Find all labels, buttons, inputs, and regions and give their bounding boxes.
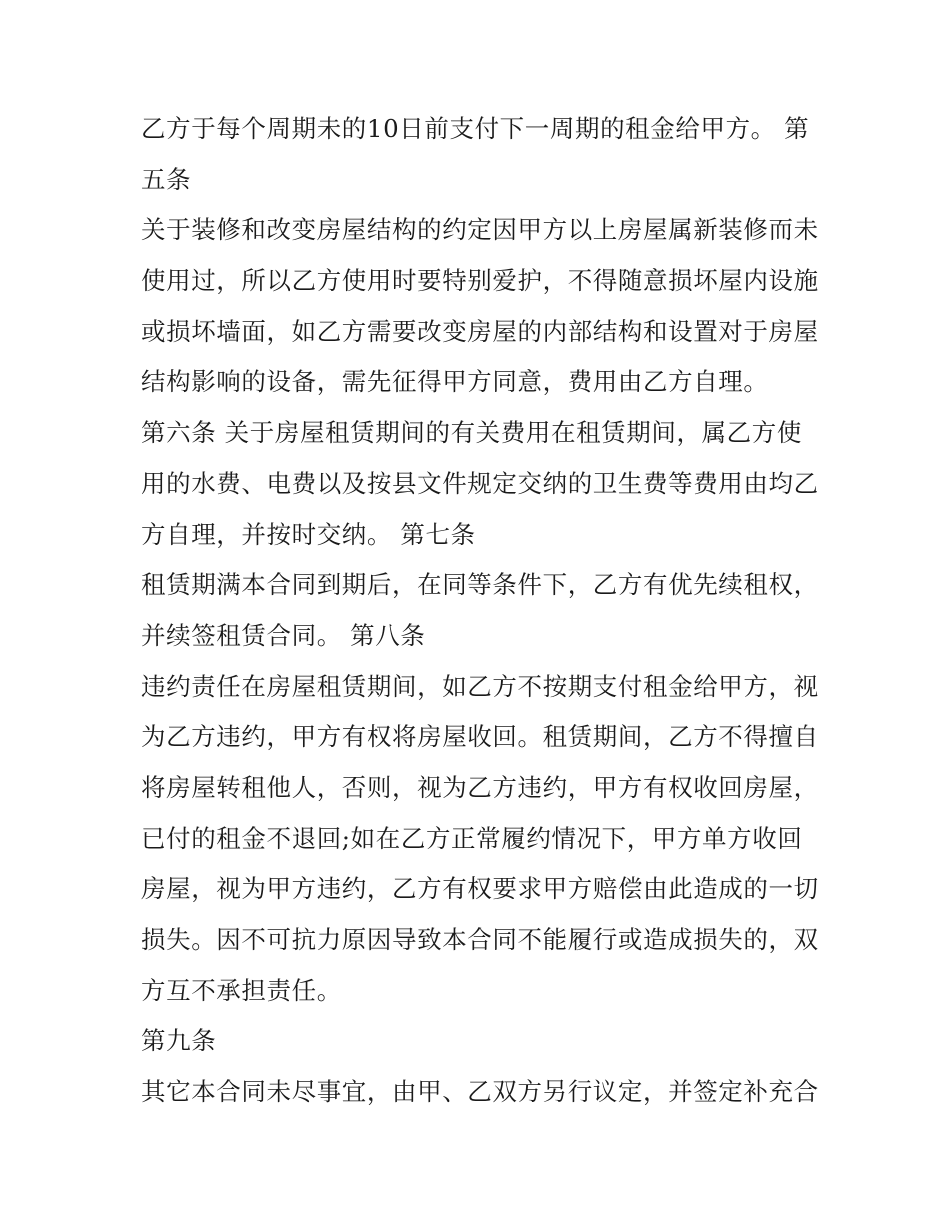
text-line: 结构影响的设备，需先征得甲方同意，费用由乙方自理。 <box>141 367 769 397</box>
text-line: 为乙方违约，甲方有权将房屋收回。租赁期间，乙方不得擅自 <box>141 722 819 752</box>
text-line: 用的水费、电费以及按县文件规定交纳的卫生费等费用由均乙 <box>141 468 819 498</box>
text-line: 违约责任在房屋租赁期间，如乙方不按期支付租金给甲方，视 <box>141 671 819 701</box>
text-line: 将房屋转租他人，否则，视为乙方违约，甲方有权收回房屋， <box>141 772 819 802</box>
text-line: 方互不承担责任。 <box>141 975 342 1005</box>
text-line: 租赁期满本合同到期后，在同等条件下，乙方有优先续租权， <box>141 570 819 600</box>
document-page <box>141 104 841 1118</box>
text-line: 或损坏墙面，如乙方需要改变房屋的内部结构和设置对于房屋 <box>141 316 819 346</box>
text-line: 五条 <box>141 164 192 194</box>
text-line: 房屋，视为甲方违约，乙方有权要求甲方赔偿由此造成的一切 <box>141 874 819 904</box>
text-line: 关于装修和改变房屋结构的约定因甲方以上房屋属新装修而未 <box>141 215 819 245</box>
text-line: 乙方于每个周期未的10日前支付下一周期的租金给甲方。 第 <box>141 114 810 143</box>
text-line: 损失。因不可抗力原因导致本合同不能履行或造成损失的，双 <box>141 925 819 954</box>
text-line: 已付的租金不退回;如在乙方正常履约情况下，甲方单方收回 <box>141 823 803 853</box>
text-line: 并续签租赁合同。 第八条 <box>141 620 426 650</box>
text-line: 其它本合同未尽事宜，由甲、乙双方另行议定，并签定补充合 <box>141 1077 819 1107</box>
section-heading: 第九条 <box>141 1026 217 1056</box>
text-line: 第六条 关于房屋租赁期间的有关费用在租赁期间，属乙方使 <box>141 418 802 448</box>
text-line: 使用过，所以乙方使用时要特别爱护，不得随意损坏屋内设施 <box>141 266 819 296</box>
text-line: 方自理，并按时交纳。 第七条 <box>141 519 476 549</box>
